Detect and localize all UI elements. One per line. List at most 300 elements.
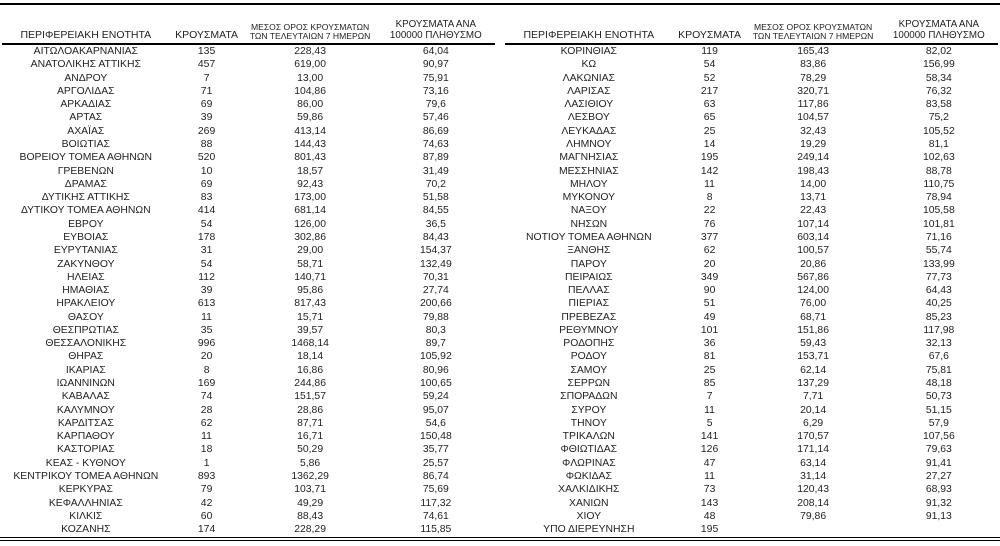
cell-per-100k: 115,85 (420, 524, 452, 536)
cell-avg-7day: 62,14 (800, 364, 827, 376)
table-row (505, 311, 998, 324)
cell-cases: 39 (200, 285, 213, 297)
cell-region: ΔΥΤΙΚΟΥ ΤΟΜΕΑ ΑΘΗΝΩΝ (20, 205, 151, 217)
cell-per-100k: 86,74 (422, 471, 449, 482)
tables-container (0, 5, 1000, 536)
cell-cases: 22 (703, 205, 716, 217)
table-row (2, 297, 495, 310)
cell-cases: 76 (703, 218, 716, 230)
table-row (505, 297, 998, 310)
cell-avg-7day: 603,14 (797, 231, 829, 243)
cell-per-100k: 89,7 (425, 338, 446, 350)
cell-cases: 520 (197, 152, 216, 164)
cell-avg-7day: 140,71 (294, 271, 326, 283)
cell-cases: 457 (197, 59, 216, 71)
header-row (2, 5, 495, 44)
cell-per-100k: 85,23 (925, 311, 952, 323)
cell-avg-7day: 7,71 (802, 391, 824, 403)
cell-cases: 20 (703, 258, 716, 270)
cell-per-100k: 88,78 (925, 165, 952, 177)
table-row (505, 218, 998, 231)
cell-avg-7day: 126,00 (294, 218, 326, 230)
cell-avg-7day: 20,86 (800, 258, 827, 270)
cell-cases: 377 (700, 231, 719, 243)
table-row (505, 470, 998, 483)
cell-avg-7day: 801,43 (294, 152, 326, 164)
cell-region: ΡΟΔΟΥ (570, 351, 607, 363)
cell-cases: 5 (706, 417, 713, 429)
cell-avg-7day: 39,57 (297, 324, 324, 336)
cell-cases: 893 (197, 471, 216, 482)
cell-cases: 135 (197, 46, 216, 57)
cell-avg-7day: 124,00 (797, 285, 829, 297)
cell-cases: 20 (200, 351, 213, 363)
cell-avg-7day: 16,71 (297, 431, 324, 443)
table-row (505, 284, 998, 297)
cell-cases: 10 (200, 165, 213, 177)
cell-avg-7day: 50,29 (297, 444, 324, 456)
cell-cases: 49 (703, 311, 716, 323)
cell-region: ΣΠΟΡΑΔΩΝ (560, 391, 618, 403)
cell-per-100k: 76,32 (925, 85, 952, 97)
table-row (505, 271, 998, 284)
cell-per-100k: 82,02 (925, 46, 952, 57)
cell-cases: 269 (197, 125, 216, 137)
cell-cases: 60 (200, 510, 213, 522)
cell-region: ΚΟΖΑΝΗΣ (61, 524, 111, 536)
table-row (505, 390, 998, 403)
cell-cases: 11 (201, 431, 212, 443)
cell-avg-7day: 92,43 (297, 178, 324, 190)
cell-region: ΦΩΚΙΔΑΣ (565, 471, 612, 482)
cell-cases: 28 (200, 404, 213, 416)
table-row (2, 58, 495, 71)
col-header-cases: ΚΡΟΥΣΜΑΤΑ (673, 5, 747, 44)
cell-avg-7day: 88,43 (297, 510, 324, 522)
cell-avg-7day: 681,14 (294, 205, 326, 217)
table-row (2, 85, 495, 98)
cell-avg-7day: 32,43 (800, 125, 827, 137)
cell-region: ΠΕΙΡΑΙΩΣ (565, 271, 613, 283)
table-row (2, 111, 495, 124)
cell-per-100k: 84,55 (422, 205, 449, 217)
cell-avg-7day: 29,00 (297, 245, 324, 257)
table-row (505, 443, 998, 456)
cell-avg-7day: 19,29 (800, 138, 827, 150)
table-row (2, 191, 495, 204)
cell-per-100k: 58,34 (925, 72, 952, 84)
cell-per-100k: 54,6 (425, 417, 446, 429)
cell-per-100k: 57,9 (928, 417, 949, 429)
table-row (505, 191, 998, 204)
cell-region: ΑΝΑΤΟΛΙΚΗΣ ΑΤΤΙΚΗΣ (30, 59, 141, 71)
cell-cases: 63 (703, 99, 716, 111)
cell-cases: 69 (200, 99, 213, 111)
cell-cases: 51 (703, 298, 716, 310)
cell-region: ΑΡΚΑΔΙΑΣ (60, 99, 112, 111)
cell-region: ΔΡΑΜΑΣ (64, 178, 107, 190)
table-body-right (505, 44, 998, 536)
cell-per-100k: 35,77 (422, 444, 449, 456)
cell-per-100k: 80,96 (422, 364, 449, 376)
col-header-region: ΠΕΡΙΦΕΡΕΙΑΚΗ ΕΝΟΤΗΤΑ (2, 5, 170, 44)
cell-cases: 74 (200, 391, 213, 403)
cell-avg-7day: 104,57 (797, 112, 829, 124)
cell-region: ΑΙΤΩΛΟΑΚΑΡΝΑΝΙΑΣ (33, 46, 138, 57)
table-row (505, 72, 998, 85)
cell-avg-7day: 100,57 (797, 245, 829, 257)
cell-avg-7day: 244,86 (294, 378, 326, 390)
cell-avg-7day: 1362,29 (291, 471, 329, 482)
table-row (2, 417, 495, 430)
cell-region: ΛΑΣΙΘΙΟΥ (564, 99, 614, 111)
cell-region: ΘΕΣΣΑΛΟΝΙΚΗΣ (45, 338, 127, 350)
cell-per-100k: 156,99 (922, 59, 955, 71)
cell-per-100k: 75,91 (422, 72, 449, 84)
cell-per-100k: 68,93 (925, 484, 952, 496)
cell-per-100k: 83,58 (925, 99, 952, 111)
cell-cases: 178 (197, 231, 216, 243)
cell-cases: 7 (706, 391, 713, 403)
cell-cases: 48 (703, 510, 716, 522)
table-row (505, 430, 998, 443)
cell-per-100k: 110,75 (923, 178, 955, 190)
table-row (2, 125, 495, 138)
cell-region: ΚΑΣΤΟΡΙΑΣ (56, 444, 115, 456)
cell-per-100k: 31,49 (422, 165, 449, 177)
table-row (2, 178, 495, 191)
cell-per-100k: 200,66 (419, 298, 452, 310)
col-header-per-100k: ΚΡΟΥΣΜΑΤΑ ΑΝΑ 100000 ΠΛΗΘΥΣΜΟ (880, 5, 998, 44)
cell-cases: 101 (700, 324, 719, 336)
cell-region: ΡΟΔΟΠΗΣ (563, 338, 615, 350)
cell-region: ΛΕΣΒΟΥ (567, 112, 610, 124)
cell-avg-7day: 13,71 (800, 192, 827, 204)
cell-region: ΚΕΦΑΛΛΗΝΙΑΣ (48, 497, 123, 509)
cell-avg-7day: 83,86 (800, 59, 827, 71)
cell-cases: 71 (200, 85, 213, 97)
cell-avg-7day: 144,43 (294, 138, 326, 150)
cell-avg-7day: 15,71 (297, 311, 324, 323)
cell-cases: 83 (200, 192, 213, 204)
cell-cases: 143 (700, 497, 719, 509)
cell-avg-7day: 76,00 (800, 298, 827, 310)
cell-avg-7day: 228,43 (294, 46, 326, 57)
cell-region: ΕΥΒΟΙΑΣ (63, 231, 109, 243)
cell-cases: 54 (200, 218, 213, 230)
cell-avg-7day: 13,00 (297, 72, 324, 84)
cell-region: ΤΡΙΚΑΛΩΝ (562, 431, 615, 443)
cell-region: ΘΑΣΟΥ (67, 311, 104, 323)
cell-cases: 1 (203, 457, 210, 469)
cell-per-100k: 78,94 (925, 192, 952, 204)
cell-region: ΞΑΝΘΗΣ (567, 245, 611, 257)
cell-region: ΚΑΛΥΜΝΟΥ (56, 404, 115, 416)
cell-region: ΚΕΡΚΥΡΑΣ (58, 484, 113, 496)
cell-cases: 14 (703, 138, 716, 150)
cell-per-100k: 40,25 (925, 298, 952, 310)
table-row (2, 72, 495, 85)
cell-avg-7day: 18,57 (297, 165, 324, 177)
cell-region: ΠΡΕΒΕΖΑΣ (561, 311, 617, 323)
cell-region: ΣΑΜΟΥ (570, 364, 608, 376)
col-header-region: ΠΕΡΙΦΕΡΕΙΑΚΗ ΕΝΟΤΗΤΑ (505, 5, 673, 44)
cell-avg-7day: 153,71 (797, 351, 829, 363)
cell-region: ΗΜΑΘΙΑΣ (62, 285, 110, 297)
cell-region: ΛΑΡΙΣΑΣ (567, 85, 611, 97)
cell-cases: 85 (703, 378, 716, 390)
cell-per-100k: 91,32 (925, 497, 952, 509)
cell-avg-7day: 5,86 (299, 457, 321, 469)
cell-avg-7day: 20,14 (800, 404, 827, 416)
table-row (505, 85, 998, 98)
cell-per-100k: 73,16 (422, 85, 449, 97)
table-row (505, 138, 998, 151)
cell-avg-7day: 58,71 (297, 258, 324, 270)
cell-per-100k: 95,07 (422, 404, 449, 416)
bottom-double-rule (0, 537, 1000, 541)
cell-cases: 47 (703, 457, 716, 469)
cell-per-100k: 91,13 (925, 510, 952, 522)
cell-region: ΚΩ (581, 59, 597, 71)
cell-cases: 62 (703, 245, 716, 257)
table-row (2, 44, 495, 58)
cell-per-100k: 64,04 (422, 46, 449, 57)
cell-avg-7day: 22,43 (800, 205, 827, 217)
table-row (2, 284, 495, 297)
cell-avg-7day: 228,29 (294, 524, 326, 536)
cell-per-100k: 57,46 (422, 112, 449, 124)
cell-avg-7day: 86,00 (297, 99, 324, 111)
cell-region: ΠΑΡΟΥ (570, 258, 607, 270)
table-row (2, 244, 495, 257)
cell-cases: 11 (201, 311, 212, 323)
table-row (505, 151, 998, 164)
cell-region: ΜΗΛΟΥ (570, 178, 608, 190)
table-row (505, 457, 998, 470)
cell-per-100k: 105,52 (922, 125, 955, 137)
cell-avg-7day: 107,14 (797, 218, 829, 230)
col-header-cases: ΚΡΟΥΣΜΑΤΑ (170, 5, 244, 44)
cell-cases: 81 (703, 351, 716, 363)
cell-per-100k: 81,1 (928, 138, 949, 150)
cell-per-100k: 75,81 (925, 364, 952, 376)
cell-region: ΚΕΝΤΡΙΚΟΥ ΤΟΜΕΑ ΑΘΗΝΩΝ (13, 471, 159, 482)
cell-per-100k: 70,31 (422, 271, 449, 283)
cell-cases: 349 (700, 271, 719, 283)
cell-cases: 414 (197, 205, 216, 217)
table-row (2, 404, 495, 417)
cell-region: ΧΑΝΙΩΝ (569, 497, 609, 509)
cell-avg-7day: 31,14 (800, 471, 827, 482)
cell-avg-7day: 68,71 (800, 311, 827, 323)
cell-cases: 8 (706, 192, 713, 204)
table-row (505, 497, 998, 510)
table-row (505, 417, 998, 430)
table-body-left (2, 44, 495, 536)
table-row (505, 523, 998, 536)
cell-avg-7day: 63,14 (800, 457, 827, 469)
cell-per-100k: 79,88 (422, 311, 449, 323)
cell-per-100k: 105,92 (419, 351, 452, 363)
cell-region: ΚΙΛΚΙΣ (69, 510, 103, 522)
cell-per-100k: 48,18 (925, 378, 952, 390)
cell-avg-7day: 165,43 (797, 46, 829, 57)
cell-avg-7day: 14,00 (800, 178, 827, 190)
cell-per-100k: 25,57 (422, 457, 449, 469)
cell-cases: 25 (703, 364, 716, 376)
cell-per-100k: 150,48 (419, 431, 452, 443)
cases-table-right (505, 5, 998, 536)
cell-cases: 42 (200, 497, 213, 509)
table-row (2, 98, 495, 111)
cell-region: ΙΩΑΝΝΙΝΩΝ (56, 378, 115, 390)
table-row (2, 337, 495, 350)
table-row (2, 470, 495, 483)
cases-table-left (2, 5, 495, 536)
cell-region: ΗΡΑΚΛΕΙΟΥ (56, 298, 116, 310)
cell-region: ΣΕΡΡΩΝ (567, 378, 611, 390)
table-row (505, 44, 998, 58)
cell-cases: 126 (700, 444, 719, 456)
cell-per-100k: 80,3 (425, 324, 446, 336)
regional-cases-report (0, 3, 1000, 546)
cell-avg-7day: 1468,14 (291, 338, 329, 350)
cell-avg-7day: 198,43 (797, 165, 829, 177)
cell-avg-7day: 171,14 (797, 444, 829, 456)
table-row (2, 390, 495, 403)
cell-avg-7day: 78,29 (800, 72, 827, 84)
cell-avg-7day: 170,57 (797, 431, 829, 443)
table-row (505, 350, 998, 363)
cell-region: ΓΡΕΒΕΝΩΝ (57, 165, 114, 177)
table-row (2, 364, 495, 377)
cell-region: ΚΟΡΙΝΘΙΑΣ (560, 46, 617, 57)
cell-region: ΝΑΞΟΥ (570, 205, 607, 217)
cell-region: ΔΥΤΙΚΗΣ ΑΤΤΙΚΗΣ (41, 192, 130, 204)
cell-per-100k: 51,15 (925, 404, 952, 416)
cell-per-100k: 64,43 (925, 285, 952, 297)
cell-per-100k: 74,63 (422, 138, 449, 150)
table-row (2, 204, 495, 217)
cell-cases: 996 (197, 338, 216, 350)
cell-region: ΕΥΡΥΤΑΝΙΑΣ (53, 245, 118, 257)
cell-cases: 73 (703, 484, 716, 496)
cell-region: ΕΒΡΟΥ (68, 218, 104, 230)
table-row (505, 510, 998, 523)
cell-cases: 195 (700, 524, 719, 536)
table-row (2, 218, 495, 231)
cell-region: ΙΚΑΡΙΑΣ (65, 364, 106, 376)
table-row (505, 483, 998, 496)
cell-region: ΦΛΩΡΙΝΑΣ (561, 457, 616, 469)
cell-per-100k: 91,41 (925, 457, 952, 469)
cell-avg-7day: 137,29 (797, 378, 829, 390)
cell-cases: 31 (200, 245, 213, 257)
cell-per-100k: 51,58 (422, 192, 449, 204)
cell-per-100k: 86,69 (422, 125, 449, 137)
cell-avg-7day: 173,00 (294, 192, 326, 204)
table-row (505, 204, 998, 217)
cell-region: ΖΑΚΥΝΘΟΥ (57, 258, 115, 270)
cell-region: ΡΕΘΥΜΝΟΥ (559, 324, 619, 336)
cell-per-100k: 32,13 (925, 338, 952, 350)
cell-avg-7day: 16,86 (297, 364, 324, 376)
table-row (2, 258, 495, 271)
cell-cases: 142 (700, 165, 719, 177)
cell-avg-7day: 87,71 (297, 417, 324, 429)
cell-region: ΘΗΡΑΣ (68, 351, 104, 363)
table-row (2, 523, 495, 536)
cell-region: ΚΑΡΠΑΘΟΥ (56, 431, 115, 443)
table-row (2, 271, 495, 284)
table-row (2, 231, 495, 244)
cell-per-100k: 36,5 (425, 218, 446, 230)
cell-per-100k: 102,63 (922, 152, 955, 164)
col-header-per-100k: ΚΡΟΥΣΜΑΤΑ ΑΝΑ 100000 ΠΛΗΘΥΣΜΟ (377, 5, 495, 44)
cell-cases: 90 (703, 285, 716, 297)
cell-per-100k: 74,61 (422, 510, 449, 522)
cell-per-100k: 117,32 (420, 497, 452, 509)
cell-avg-7day: 120,43 (797, 484, 829, 496)
table-row (2, 443, 495, 456)
cell-avg-7day: 49,29 (297, 497, 324, 509)
cell-avg-7day: 567,86 (797, 271, 829, 283)
cell-per-100k: 117,98 (923, 324, 955, 336)
cell-per-100k: 70,2 (425, 178, 446, 190)
table-row (2, 510, 495, 523)
table-row (505, 377, 998, 390)
cell-avg-7day: 619,00 (294, 59, 326, 71)
cell-cases: 112 (198, 271, 215, 283)
cell-region: ΜΑΓΝΗΣΙΑΣ (559, 152, 619, 164)
cell-per-100k: 59,24 (422, 391, 449, 403)
table-row (505, 364, 998, 377)
table-row (2, 151, 495, 164)
cell-region: ΑΡΓΟΛΙΔΑΣ (57, 85, 115, 97)
table-row (505, 404, 998, 417)
cell-per-100k: 79,6 (425, 99, 446, 111)
cell-region: ΗΛΕΙΑΣ (66, 271, 105, 283)
cell-region: ΑΡΤΑΣ (69, 112, 103, 124)
cell-cases: 169 (197, 378, 216, 390)
cell-per-100k: 27,74 (422, 285, 449, 297)
cell-avg-7day: 249,14 (797, 152, 829, 164)
table-row (2, 165, 495, 178)
table-row (2, 483, 495, 496)
cell-region: ΦΘΙΩΤΙΔΑΣ (560, 444, 618, 456)
cell-avg-7day: 59,43 (800, 338, 827, 350)
cell-region: ΧΑΛΚΙΔΙΚΗΣ (558, 484, 620, 496)
table-row (505, 337, 998, 350)
cell-avg-7day: 28,86 (297, 404, 324, 416)
cell-per-100k: 133,99 (922, 258, 955, 270)
cell-region: ΑΧΑΪΑΣ (67, 125, 105, 137)
cell-cases: 36 (703, 338, 716, 350)
cell-cases: 35 (200, 324, 213, 336)
cell-per-100k: 101,81 (922, 218, 955, 230)
cell-region: ΠΙΕΡΙΑΣ (568, 298, 610, 310)
table-row (505, 178, 998, 191)
cell-region: ΒΟΙΩΤΙΑΣ (61, 138, 110, 150)
cell-avg-7day: 320,71 (797, 85, 829, 97)
col-header-avg-7day: ΜΕΣΟΣ ΟΡΟΣ ΚΡΟΥΣΜΑΤΩΝ ΤΩΝ ΤΕΛΕΥΤΑΙΩΝ 7 ΗΜΕΡΩΝ (244, 5, 377, 44)
cell-avg-7day: 413,14 (294, 125, 326, 137)
cell-per-100k: 79,63 (925, 444, 952, 456)
cell-per-100k: 87,89 (422, 152, 449, 164)
cell-region: ΝΟΤΙΟΥ ΤΟΜΕΑ ΑΘΗΝΩΝ (526, 231, 652, 243)
cell-avg-7day (747, 523, 880, 536)
